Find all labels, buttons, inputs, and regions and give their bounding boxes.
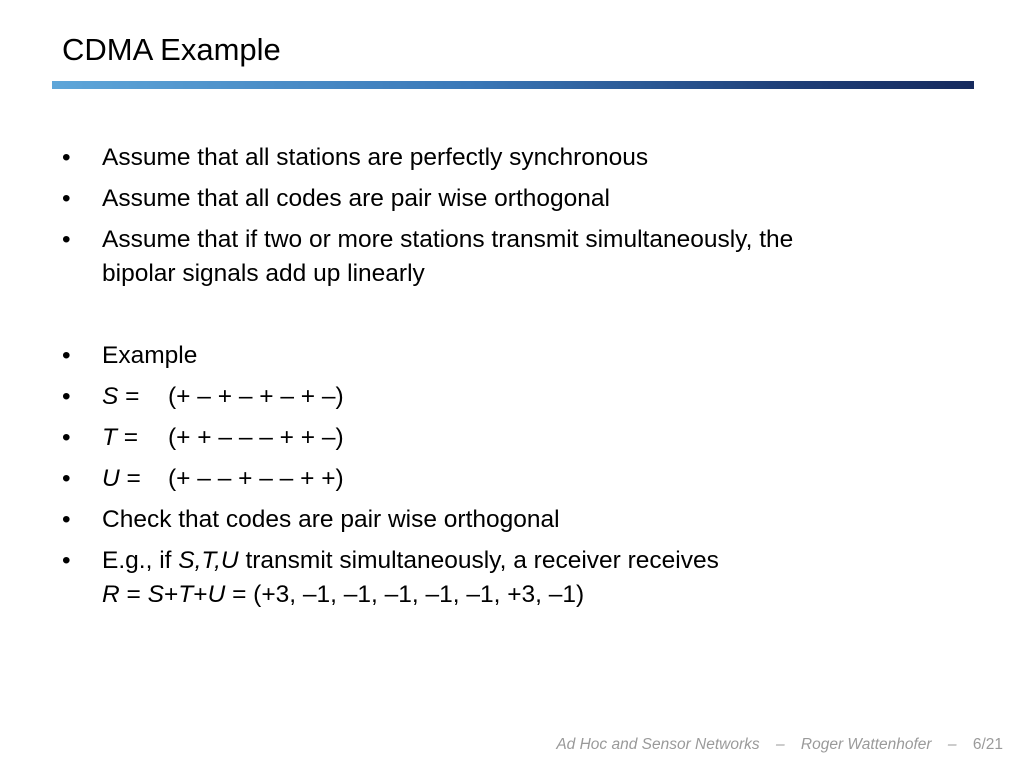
- example-receiver-text: [102, 544, 982, 612]
- check-orthogonal-text: Check that codes are pair wise orthogonal: [102, 506, 560, 533]
- bullet-marker: •: [62, 547, 71, 574]
- title-divider-bar: [52, 81, 974, 89]
- footer-course: Ad Hoc and Sensor Networks: [556, 736, 760, 753]
- code-t-equals: =: [116, 424, 139, 451]
- assumption-linear-line-2: bipolar signals add up linearly: [102, 260, 425, 287]
- eq-t: T: [178, 581, 194, 608]
- footer-page-number: 6/21: [972, 736, 1003, 753]
- eq-plus-1: +: [163, 581, 179, 608]
- eq-plus-2: +: [193, 581, 208, 608]
- footer-separator: –: [775, 736, 785, 753]
- code-u-equals: =: [119, 465, 141, 492]
- example-receiver-line-1: [102, 544, 982, 578]
- eq-r: R: [102, 581, 120, 608]
- received-sum-equation: [102, 578, 982, 612]
- bullet-marker: •: [62, 185, 71, 212]
- assumption-orthogonal: Assume that all codes are pair wise orthogonal: [102, 185, 610, 212]
- eq-equals: =: [119, 581, 148, 608]
- footer-author: Roger Wattenhofer: [800, 736, 932, 753]
- code-u-vector: (+ – – + – – + +): [168, 465, 344, 492]
- code-u-name: U: [102, 465, 120, 492]
- eg-prefix: E.g., if: [102, 547, 179, 574]
- code-s-vector: (+ – + – + – + –): [168, 383, 344, 410]
- code-u-row: [102, 462, 982, 496]
- bullet-marker: •: [62, 144, 71, 171]
- eq-s: S: [147, 581, 164, 608]
- slide-footer: [556, 736, 1003, 754]
- slide-title: CDMA Example: [62, 32, 281, 67]
- eq-u: U: [207, 581, 226, 608]
- assumption-synchronous: Assume that all stations are perfectly synchronous: [102, 144, 649, 171]
- bullet-marker: •: [62, 465, 71, 492]
- code-t-row: [102, 421, 982, 455]
- eg-suffix: transmit simultaneously, a receiver receives: [238, 547, 719, 574]
- code-t-vector: (+ + – – – + + –): [168, 424, 344, 451]
- bullet-marker: •: [62, 226, 71, 253]
- eg-vars: S,T,U: [178, 547, 239, 574]
- code-s-equals: =: [118, 383, 140, 410]
- footer-separator: –: [947, 736, 957, 753]
- bullet-marker: •: [62, 424, 71, 451]
- bullet-marker: •: [62, 383, 71, 410]
- eq-result: = (+3, –1, –1, –1, –1, –1, +3, –1): [225, 581, 585, 608]
- code-s-row: [102, 380, 982, 414]
- code-s-name: S: [102, 383, 119, 410]
- bullet-marker: •: [62, 506, 71, 533]
- assumption-linear-line-1: Assume that if two or more stations transmit simultaneously, the: [102, 226, 794, 253]
- example-label: Example: [102, 342, 198, 369]
- bullet-marker: •: [62, 342, 71, 369]
- code-t-name: T: [102, 424, 117, 451]
